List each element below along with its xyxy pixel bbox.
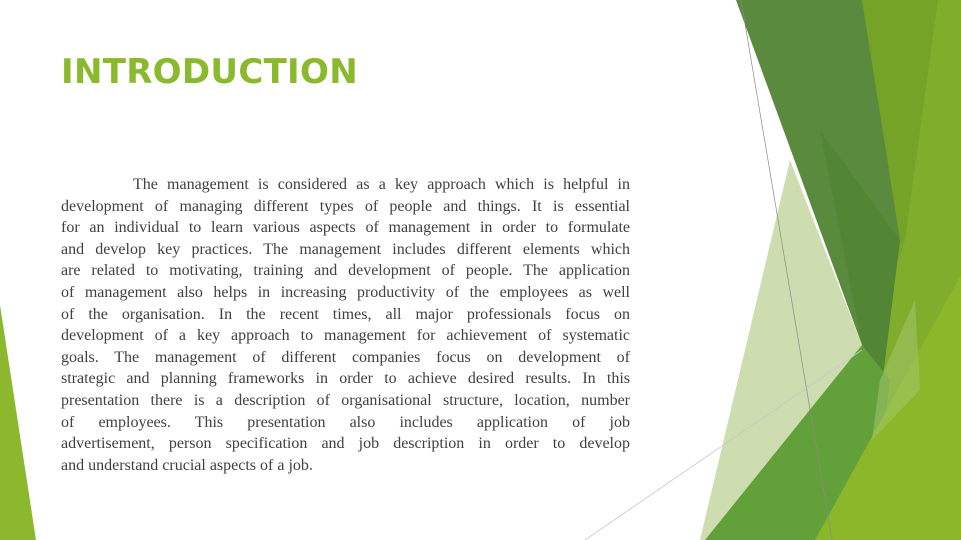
body-line: development of a key approach to management for achievement of systematic [61, 327, 630, 345]
body-line: advertisement, person specification and job description in order to develop [61, 435, 630, 453]
body-line: The management is considered as a key approach which is helpful in [133, 176, 630, 193]
slide-title: INTRODUCTION [61, 52, 358, 92]
slide-body-text [61, 174, 630, 476]
body-line: of management also helps in increasing productivity of the employees as well [61, 283, 630, 301]
body-line: of the organisation. In the recent times, all major professionals focus on [61, 305, 630, 323]
body-line: for an individual to learn various aspects of management in order to formulate [61, 219, 630, 237]
body-line: and develop key practices. The management includes different elements which [61, 240, 630, 258]
body-line: development of managing different types of people and things. It is essential [61, 197, 630, 215]
left-edge-triangle [0, 305, 36, 540]
body-line: and understand crucial aspects of a job. [61, 456, 313, 474]
body-line: presentation there is a description of organisational structure, location, number [61, 391, 630, 409]
body-line: strategic and planning frameworks in order to achieve desired results. In this [61, 370, 630, 388]
body-line: are related to motivating, training and development of people. The application [61, 262, 630, 280]
body-line: goals. The management of different companies focus on development of [61, 348, 630, 366]
body-line: of employees. This presentation also includes application of job [61, 413, 630, 431]
